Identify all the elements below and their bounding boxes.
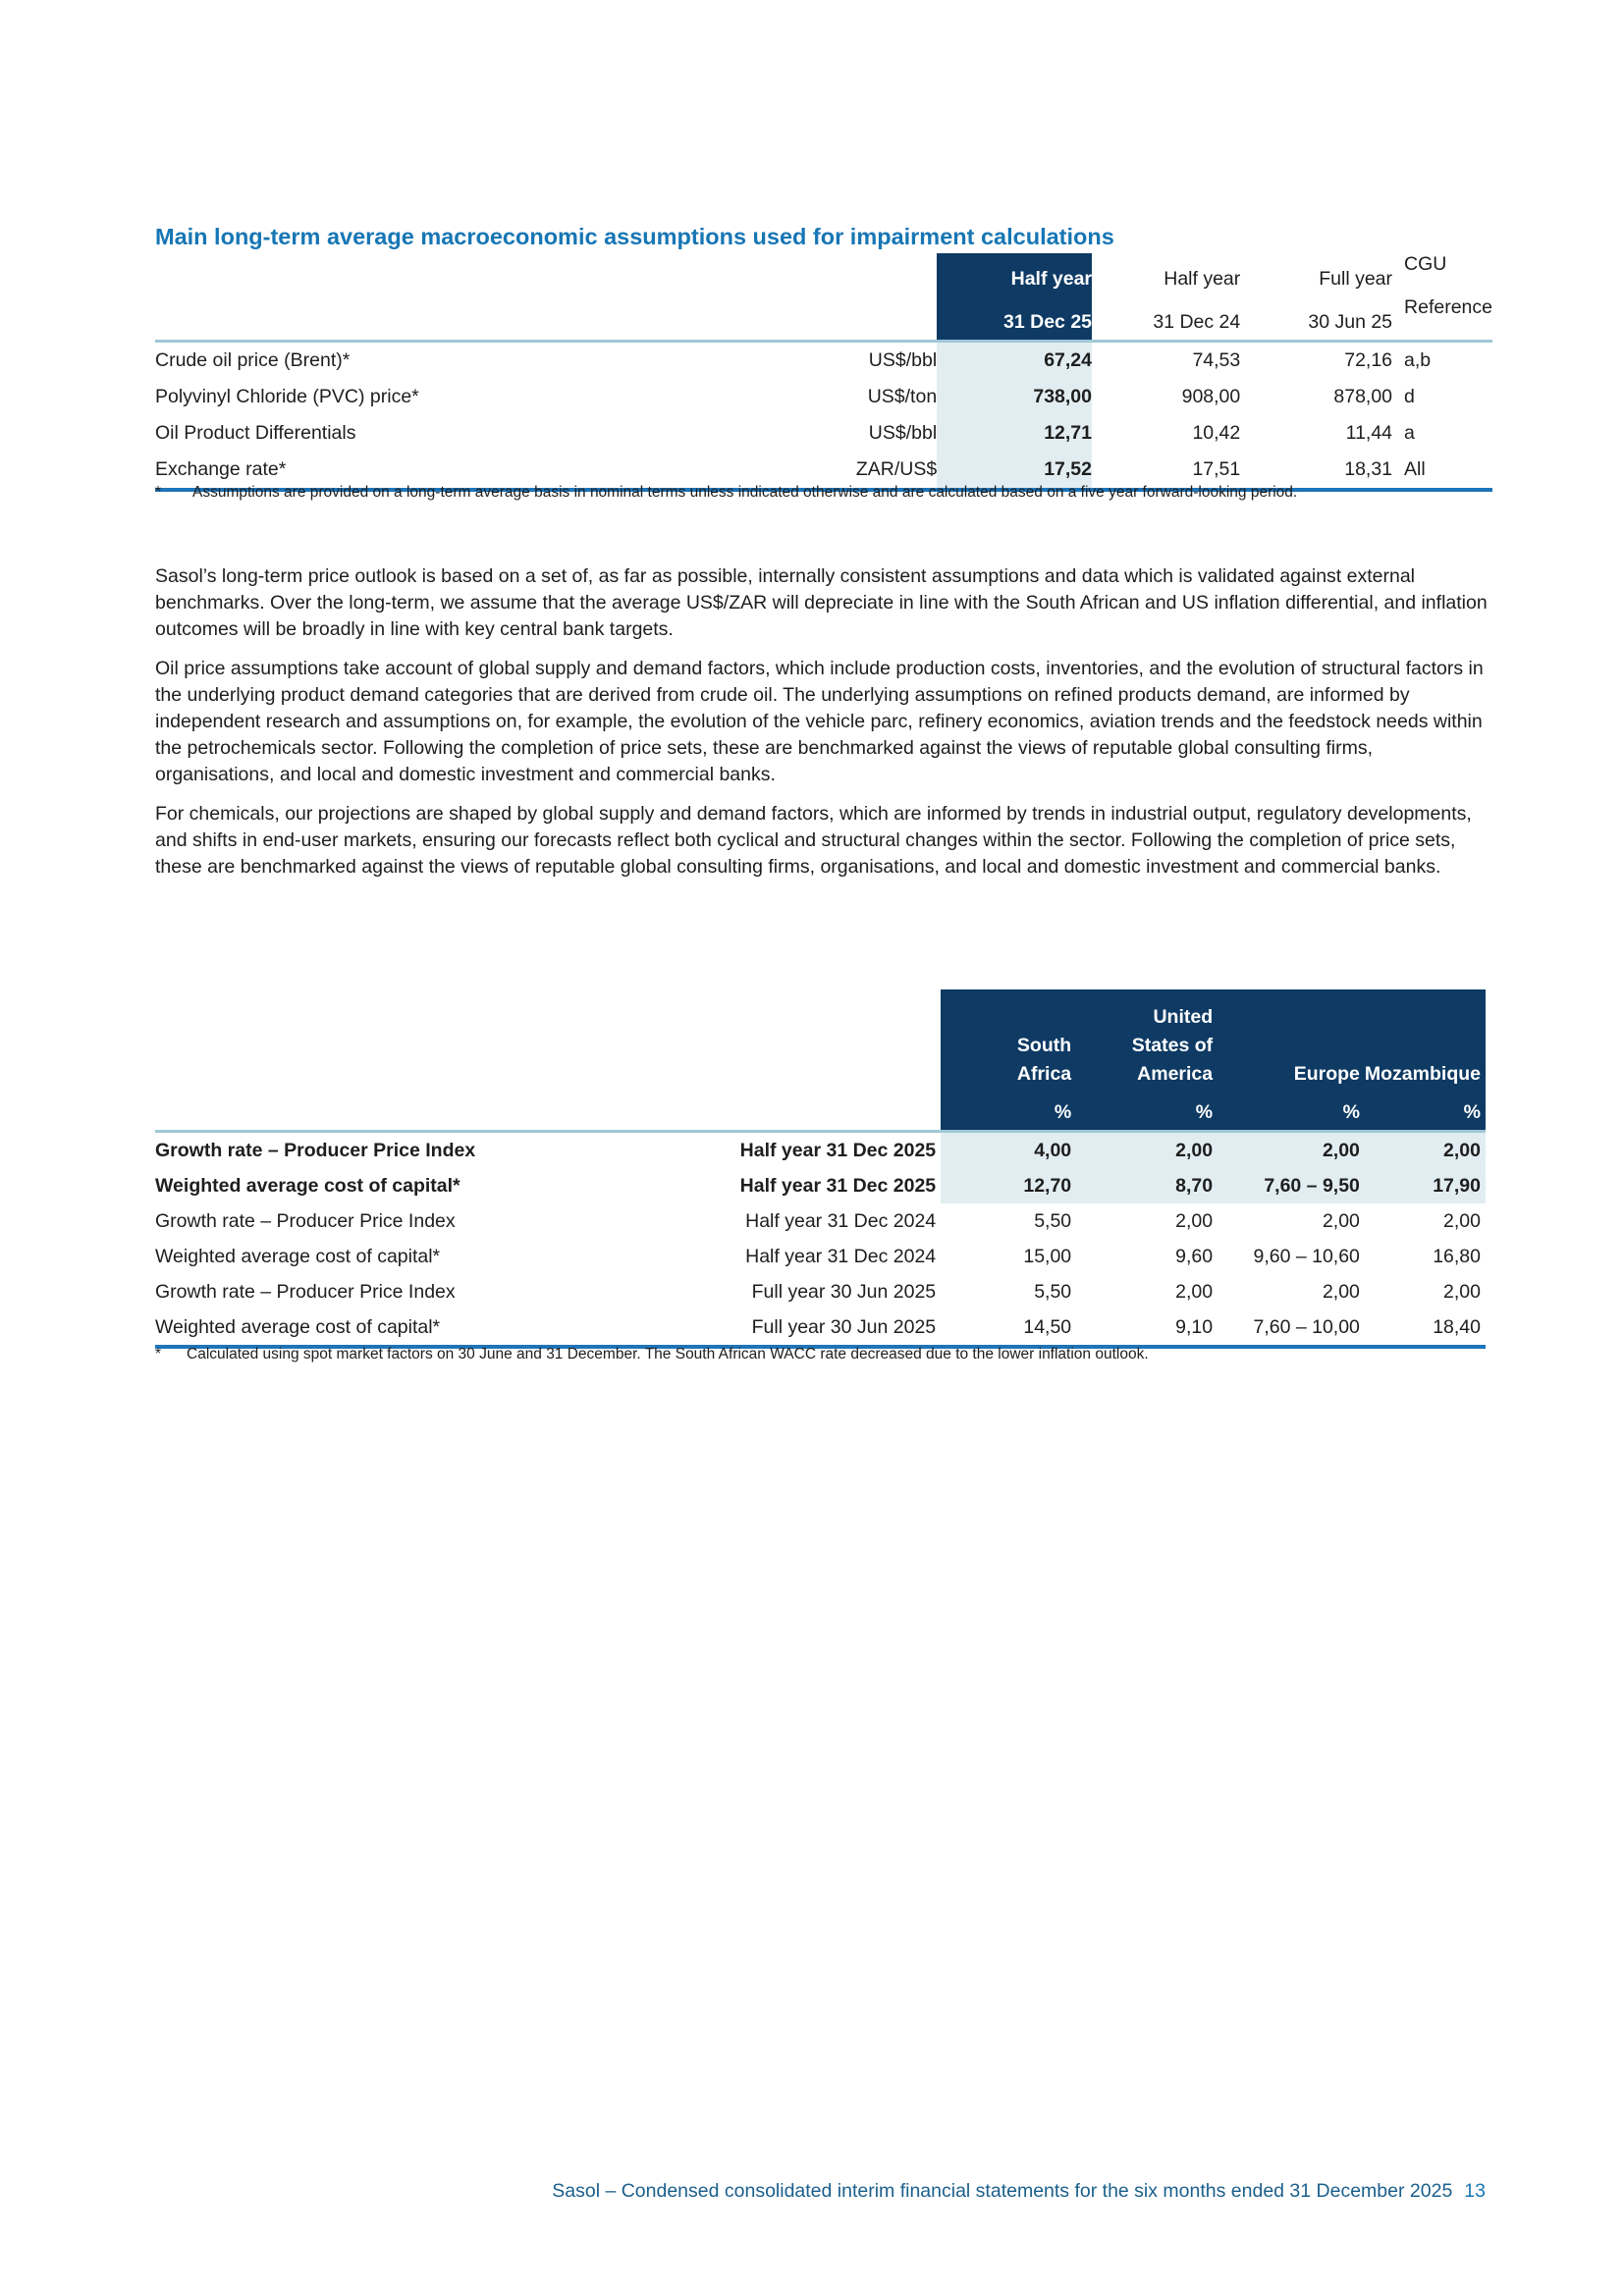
table-row — [155, 1168, 1486, 1203]
value-mozambique: 17,90 — [1365, 1168, 1486, 1203]
table-row — [155, 1274, 1486, 1309]
value-current: 67,24 — [937, 342, 1092, 380]
value-prior-half: 17,51 — [1092, 452, 1240, 490]
col-header-europe: Europe — [1218, 989, 1365, 1095]
pct-unit: % — [941, 1095, 1076, 1132]
row-label: Weighted average cost of capital* — [155, 1174, 460, 1197]
value-usa: 2,00 — [1175, 1280, 1214, 1303]
table-row — [155, 1132, 1486, 1169]
value-current: 17,52 — [937, 452, 1092, 490]
col-header-usa — [1076, 989, 1218, 1095]
value-full-year: 72,16 — [1344, 349, 1393, 371]
col-header-cgu: CGU — [1404, 253, 1447, 275]
row-label: Weighted average cost of capital* — [155, 1309, 594, 1347]
value-usa: 2,00 — [1175, 1209, 1214, 1232]
col-header-full-year-jun25-l1: Full year — [1319, 268, 1393, 290]
value-prior-half: 74,53 — [1192, 349, 1241, 371]
value-south-africa: 14,50 — [941, 1309, 1076, 1347]
value-usa: 8,70 — [1076, 1168, 1218, 1203]
table-row — [155, 1239, 1486, 1274]
row-label: Growth rate – Producer Price Index — [155, 1280, 456, 1303]
row-unit: US$/ton — [867, 386, 938, 407]
value-full-year: 878,00 — [1333, 386, 1393, 407]
row-label: Crude oil price (Brent)* — [155, 349, 351, 371]
value-mozambique: 18,40 — [1365, 1309, 1486, 1347]
col-header-half-year-dec24-l1: Half year — [1164, 268, 1241, 290]
header-line: America — [1137, 1063, 1214, 1085]
section-title: Main long-term average macroeconomic assumptions used for impairment calculations — [155, 224, 1114, 249]
value-europe: 2,00 — [1218, 1132, 1365, 1169]
value-usa: 2,00 — [1076, 1132, 1218, 1169]
row-period: Half year 31 Dec 2025 — [739, 1174, 937, 1197]
row-label: Oil Product Differentials — [155, 422, 356, 444]
col-header-half-year-dec25-l1: Half year — [937, 253, 1092, 296]
value-mozambique: 2,00 — [1443, 1280, 1481, 1303]
paragraph: Sasol’s long-term price outlook is based on a set of, as far as possible, internally consistent assumptions and data which is validated against external benchmarks. Over the long-term, we assume that the average US$/ZAR will depreciate in line with the South African and US inflation differential, and inflation outcomes will be broadly in line with key central bank targets. — [155, 565, 1488, 640]
pct-unit: % — [1076, 1095, 1218, 1132]
table-header-row — [155, 989, 1486, 1095]
value-usa: 9,60 — [1175, 1245, 1214, 1267]
value-full-year: 18,31 — [1240, 452, 1392, 490]
value-south-africa: 12,70 — [941, 1168, 1076, 1203]
table-row — [155, 1309, 1486, 1347]
col-header-mozambique: Mozambique — [1365, 989, 1486, 1095]
row-label: Polyvinyl Chloride (PVC) price* — [155, 386, 419, 407]
col-header-south-africa — [941, 989, 1076, 1095]
table-header-row — [155, 1095, 1486, 1132]
row-period: Full year 30 Jun 2025 — [594, 1309, 941, 1347]
value-south-africa: 5,50 — [1034, 1280, 1072, 1303]
value-europe: 2,00 — [1322, 1280, 1360, 1303]
paragraph: For chemicals, our projections are shaped by global supply and demand factors, which are informed by trends in industrial output, regulatory developments, and shifts in end-user markets, ensuring our forecasts reflect both cyclical and structural changes within the sector. Following the completion of price sets, these are benchmarked against the views of reputable global consulting firms, organisations, and local and domestic investment and commercial banks. — [155, 803, 1472, 878]
value-europe: 7,60 – 10,00 — [1218, 1309, 1365, 1347]
header-line: Africa — [1016, 1063, 1072, 1085]
value-south-africa: 5,50 — [1034, 1209, 1072, 1232]
row-unit: US$/bbl — [868, 422, 938, 444]
row-period: Half year 31 Dec 2025 — [739, 1139, 937, 1161]
body-text — [155, 563, 1492, 893]
cgu-reference: d — [1404, 386, 1415, 407]
row-period: Half year 31 Dec 2024 — [745, 1245, 937, 1267]
macro-assumptions-table — [155, 253, 1492, 492]
pct-unit: % — [1365, 1095, 1486, 1132]
value-full-year: 11,44 — [1345, 422, 1393, 444]
table-row — [155, 342, 1492, 380]
col-header-reference: Reference — [1392, 296, 1492, 342]
value-south-africa: 15,00 — [1023, 1245, 1072, 1267]
row-label: Weighted average cost of capital* — [155, 1245, 441, 1267]
value-mozambique: 2,00 — [1443, 1209, 1481, 1232]
paragraph: Oil price assumptions take account of global supply and demand factors, which include production costs, inventories, and the evolution of structural factors in the underlying product demand categories that are derived from crude oil. The underlying assumptions on refined products demand, are informed by independent research and assumptions on, for example, the evolution of the vehicle parc, refinery economics, aviation trends and the feedstock needs within the petrochemicals sector. Following the completion of price sets, these are benchmarked against the views of reputable global consulting firms, organisations, and local and domestic investment and commercial banks. — [155, 658, 1484, 785]
pct-unit: % — [1218, 1095, 1365, 1132]
cgu-reference: a,b — [1404, 349, 1432, 371]
value-mozambique: 2,00 — [1365, 1132, 1486, 1169]
row-unit: US$/bbl — [868, 349, 938, 371]
table1-footnote: Assumptions are provided on a long-term average basis in nominal terms unless indicated otherwise and are calculated based on a five year forward-looking period. — [192, 484, 1298, 501]
table2-footnote: Calculated using spot market factors on 30 June and 31 December. The South African WACC rate decreased due to the lower inflation outlook. — [187, 1346, 1149, 1362]
table-row — [155, 1203, 1486, 1239]
row-unit: ZAR/US$ — [703, 452, 937, 490]
header-line: States of — [1131, 1035, 1214, 1056]
col-header-half-year-dec25-l2: 31 Dec 25 — [937, 296, 1092, 342]
value-prior-half: 10,42 — [1192, 422, 1241, 444]
cgu-reference: a — [1404, 422, 1415, 444]
table-row — [155, 415, 1492, 452]
col-header-half-year-dec24-l2: 31 Dec 24 — [1092, 296, 1240, 342]
row-label: Exchange rate* — [155, 452, 703, 490]
page-number: 13 — [1464, 2180, 1486, 2202]
value-mozambique: 16,80 — [1433, 1245, 1481, 1267]
table-row — [155, 379, 1492, 415]
value-south-africa: 4,00 — [941, 1132, 1076, 1169]
row-label: Growth rate – Producer Price Index — [155, 1139, 476, 1161]
page-footer — [552, 2180, 1486, 2203]
header-line: South — [1016, 1035, 1072, 1056]
row-period: Half year 31 Dec 2024 — [745, 1209, 937, 1232]
value-europe: 7,60 – 9,50 — [1218, 1168, 1365, 1203]
row-period: Full year 30 Jun 2025 — [751, 1280, 937, 1303]
cgu-reference: All — [1392, 452, 1492, 490]
growth-wacc-table — [155, 989, 1486, 1349]
value-europe: 9,60 – 10,60 — [1253, 1245, 1360, 1267]
header-line: United — [1153, 1006, 1214, 1028]
footer-text: Sasol – Condensed consolidated interim financial statements for the six months ended 31 December 2025 — [552, 2180, 1453, 2202]
value-current: 12,71 — [937, 415, 1092, 452]
table-header-row — [155, 253, 1492, 296]
table-header-row — [155, 296, 1492, 342]
value-usa: 9,10 — [1076, 1309, 1218, 1347]
col-header-full-year-jun25-l2: 30 Jun 25 — [1240, 296, 1392, 342]
footnote-mark: * — [155, 1346, 162, 1362]
footnote-mark: * — [155, 484, 162, 501]
row-label: Growth rate – Producer Price Index — [155, 1209, 456, 1232]
value-europe: 2,00 — [1322, 1209, 1360, 1232]
value-current: 738,00 — [937, 379, 1092, 415]
value-prior-half: 908,00 — [1181, 386, 1241, 407]
